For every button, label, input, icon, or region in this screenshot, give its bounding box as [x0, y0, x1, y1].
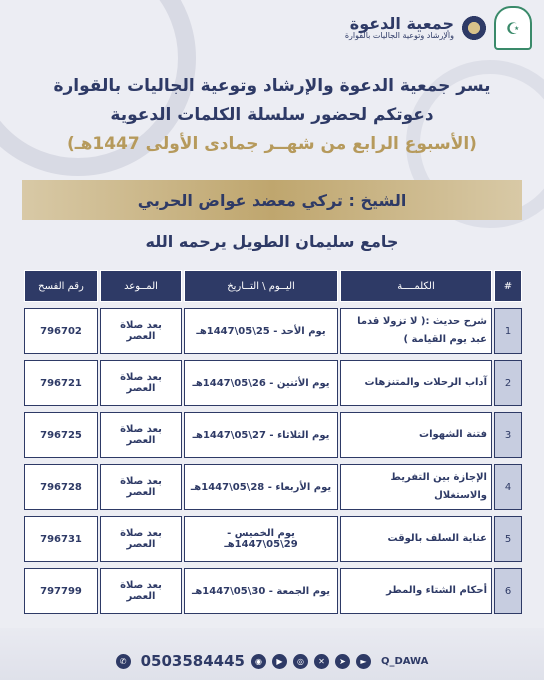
sheikh-banner	[22, 180, 522, 220]
row-word: فتنة الشهوات	[340, 412, 492, 458]
youtube-icon[interactable]: ▶	[272, 654, 287, 669]
row-code: 796702	[24, 308, 98, 354]
ministry-logo-icon: ☪	[494, 6, 532, 50]
header-code: رقم الفسح	[24, 270, 98, 302]
row-time: بعد صلاة العصر	[100, 360, 182, 406]
org-text	[345, 15, 454, 41]
org-subtitle: والإرشاد وتوعية الجاليات بالقوارة	[344, 31, 454, 41]
row-code: 797799	[24, 568, 98, 614]
table-row	[24, 308, 522, 354]
title-line-3: (الأسبوع الرابع من شهــر جمادى الأولى 1447هـ)	[67, 134, 477, 154]
row-word: أحكام الشتاء والمطر	[340, 568, 492, 614]
snapchat-icon[interactable]: ◉	[251, 654, 266, 669]
header-word: الكلمــــة	[340, 270, 492, 302]
row-time: بعد صلاة العصر	[100, 568, 182, 614]
header-num: #	[494, 270, 522, 302]
sheikh-name: الشيخ : تركي معضد عواض الحربي	[137, 190, 407, 210]
table-row	[24, 360, 522, 406]
row-date: يوم الثلاثاء - 27\05\1447هـ	[184, 412, 338, 458]
row-date: يوم الأحد - 25\05\1447هـ	[184, 308, 338, 354]
x-icon[interactable]: ✕	[314, 654, 329, 669]
row-num: 2	[494, 360, 522, 406]
row-num: 3	[494, 412, 522, 458]
whatsapp-icon[interactable]: ✆	[116, 654, 131, 669]
header-time: المــوعد	[100, 270, 182, 302]
row-time: بعد صلاة العصر	[100, 308, 182, 354]
row-word: آداب الرحلات والمتنزهات	[340, 360, 492, 406]
table-header-row	[24, 270, 522, 302]
row-date: يوم الأثنين - 26\05\1447هـ	[184, 360, 338, 406]
row-time: بعد صلاة العصر	[100, 412, 182, 458]
table-row	[24, 568, 522, 614]
title-line-2: دعوتكم لحضور سلسلة الكلمات الدعوية	[110, 105, 434, 125]
social-handle[interactable]: Q_DAWA	[380, 655, 429, 667]
table-row	[24, 412, 522, 458]
play-icon[interactable]: ►	[356, 654, 371, 669]
row-date: يوم الأربعاء - 28\05\1447هـ	[184, 464, 338, 510]
instagram-icon[interactable]: ◎	[293, 654, 308, 669]
table-row	[24, 464, 522, 510]
row-time: بعد صلاة العصر	[100, 464, 182, 510]
row-word: عناية السلف بالوقت	[340, 516, 492, 562]
row-num: 1	[494, 308, 522, 354]
row-date: يوم الخميس - 29\05\1447هـ	[184, 516, 338, 562]
row-code: 796725	[24, 412, 98, 458]
table-row	[24, 516, 522, 562]
org-emblem-icon	[460, 14, 488, 42]
row-word: شرح حديث :( لا تزولا قدما عبد يوم القيامة )	[340, 308, 492, 354]
row-word: الإجازة بين التفريط والاستغلال	[340, 464, 492, 510]
title-line-1: يسر جمعية الدعوة والإرشاد وتوعية الجاليات بالقوارة	[53, 76, 491, 96]
row-num: 6	[494, 568, 522, 614]
phone-number[interactable]: 0503584445	[140, 652, 245, 670]
row-code: 796721	[24, 360, 98, 406]
contact-footer	[0, 646, 544, 676]
row-time: بعد صلاة العصر	[100, 516, 182, 562]
invitation-title	[30, 72, 514, 159]
schedule-table	[22, 270, 524, 608]
row-num: 4	[494, 464, 522, 510]
row-code: 796728	[24, 464, 98, 510]
org-name: جمعية الدعوة	[349, 13, 454, 33]
mosque-name: جامع سليمان الطويل يرحمه الله	[145, 232, 399, 251]
org-logo	[322, 6, 532, 50]
header-date: اليــوم \ التــاريخ	[184, 270, 338, 302]
row-date: يوم الجمعة - 30\05\1447هـ	[184, 568, 338, 614]
row-num: 5	[494, 516, 522, 562]
row-code: 796731	[24, 516, 98, 562]
telegram-icon[interactable]: ➤	[335, 654, 350, 669]
